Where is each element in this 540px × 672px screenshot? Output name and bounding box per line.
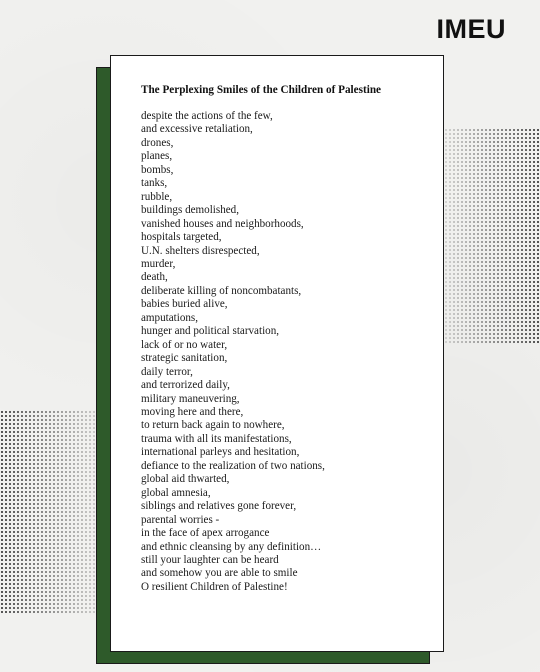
poem-line: bombs, xyxy=(141,163,174,176)
poem-line: planes, xyxy=(141,150,173,163)
poem-line: and terrorized daily, xyxy=(141,379,230,392)
poem-line: babies buried alive, xyxy=(141,298,228,311)
poem-line: U.N. shelters disrespected, xyxy=(141,244,260,257)
imeu-logo: IMEU xyxy=(436,14,506,44)
poem-line: military maneuvering, xyxy=(141,392,240,405)
poem-line: in the face of apex arrogance xyxy=(141,527,270,540)
poem-line: lack of or no water, xyxy=(141,338,228,351)
poem-line: rubble, xyxy=(141,190,173,203)
halftone-pattern-left xyxy=(0,410,100,615)
poem-line: amputations, xyxy=(141,311,199,324)
poem-line: hunger and political starvation, xyxy=(141,325,280,338)
poem-line: moving here and there, xyxy=(141,405,244,418)
poem-line: tanks, xyxy=(141,177,168,190)
poem-line: vanished houses and neighborhoods, xyxy=(141,217,304,230)
poem-line: despite the actions of the few, xyxy=(141,110,273,122)
halftone-pattern-right xyxy=(440,128,540,343)
poem-line: buildings demolished, xyxy=(141,204,239,217)
poem-line: siblings and relatives gone forever, xyxy=(141,500,297,513)
poem-line: death, xyxy=(141,271,168,284)
poem-line: strategic sanitation, xyxy=(141,352,228,365)
poem-line: still your laughter can be heard xyxy=(141,553,279,566)
poem-line: defiance to the realization of two nations, xyxy=(141,459,325,472)
poem-line: and excessive retaliation, xyxy=(141,123,253,136)
poem-line: hospitals targeted, xyxy=(141,231,222,244)
poem-line: deliberate killing of noncombatants, xyxy=(141,284,302,297)
poem-line: global amnesia, xyxy=(141,486,211,499)
poem-line: trauma with all its manifestations, xyxy=(141,432,292,445)
poem-line: and somehow you are able to smile xyxy=(141,567,298,580)
poem-line: murder, xyxy=(141,257,176,270)
poem-title: The Perplexing Smiles of the Children of Palestine xyxy=(141,84,382,96)
poem-line: international parleys and hesitation, xyxy=(141,446,300,459)
poem-line: O resilient Children of Palestine! xyxy=(141,580,288,593)
poem-line: global aid thwarted, xyxy=(141,473,230,486)
poem-line: to return back again to nowhere, xyxy=(141,419,285,432)
poem-line: daily terror, xyxy=(141,365,193,378)
poem-line: parental worries - xyxy=(141,513,220,526)
poem-card xyxy=(110,55,444,652)
poem-line: drones, xyxy=(141,136,174,149)
poem-line: and ethnic cleansing by any definition… xyxy=(141,540,322,553)
poem-lines xyxy=(141,110,427,594)
